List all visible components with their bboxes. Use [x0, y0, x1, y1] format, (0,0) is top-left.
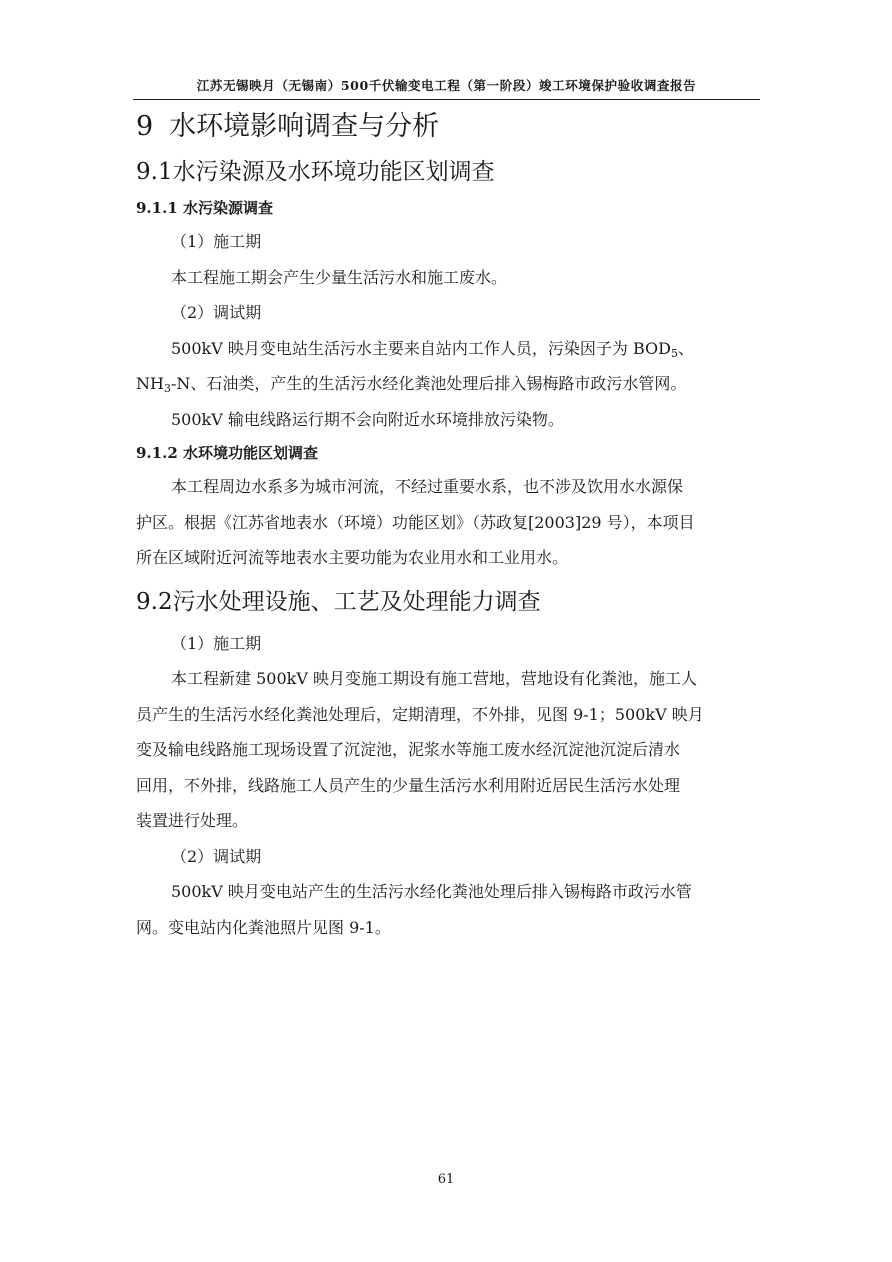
item-construction-period-2: （1）施工期 — [171, 633, 262, 653]
subscript-5: 5 — [670, 346, 678, 360]
item-construction-period: （1）施工期 — [171, 232, 262, 251]
paragraph-substation-sewage-line2 — [136, 366, 756, 402]
subsection-9-1-2-heading: 9.1.2 水环境功能区划调查 — [136, 444, 318, 462]
paragraph-construction-facilities-line4: 回用，不外排，线路施工人员产生的少量生活污水利用附近居民生活污水处理 — [136, 775, 681, 795]
paragraph-construction-wastewater: 本工程施工期会产生少量生活污水和施工废水。 — [171, 267, 508, 287]
text-segment: 、 — [677, 338, 694, 358]
chapter-heading — [136, 108, 756, 146]
chapter-title: 水环境影响调查与分析 — [169, 111, 440, 142]
paragraph-commissioning-sewage-line2: 网。变电站内化粪池照片见图 9-1。 — [136, 917, 391, 937]
paragraph-transmission-line: 500kV 输电线路运行期不会向附近水环境排放污染物。 — [171, 409, 564, 429]
text-segment: NH — [136, 374, 164, 393]
paragraph-water-function-line1: 本工程周边水系多为城市河流，不经过重要水系，也不涉及饮用水水源保 — [171, 477, 684, 496]
section-9-2-heading: 9.2污水处理设施、工艺及处理能力调查 — [136, 588, 541, 615]
paragraph-construction-facilities-line2: 员产生的生活污水经化粪池处理后，定期清理，不外排，见图 9-1；500kV 映月 — [136, 704, 704, 724]
text-segment: 500kV 映月变电站生活污水主要来自站内工作人员，污染因子为 BOD — [171, 338, 671, 358]
item-commissioning-period-2: （2）调试期 — [171, 846, 262, 866]
text-segment: -N、石油类，产生的生活污水经化粪池处理后排入锡梅路市政污水管网。 — [170, 374, 687, 393]
report-header-title: 江苏无锡映月（无锡南）500千伏输变电工程（第一阶段）竣工环境保护验收调查报告 — [196, 78, 697, 93]
paragraph-water-function-line2: 护区。根据《江苏省地表水（环境）功能区划》（苏政复[2003]29 号），本项目 — [136, 512, 695, 532]
paragraph-construction-facilities-line5: 装置进行处理。 — [136, 811, 249, 830]
paragraph-construction-facilities-line3: 变及输电线路施工现场设置了沉淀池，泥浆水等施工废水经沉淀池沉淀后清水 — [136, 740, 681, 759]
section-9-1-heading: 9.1水污染源及水环境功能区划调查 — [136, 159, 495, 185]
chapter-number: 9 — [136, 111, 154, 142]
item-commissioning-period: （2）调试期 — [171, 303, 262, 322]
paragraph-substation-sewage-line1 — [136, 331, 756, 367]
page-number: 61 — [437, 1172, 455, 1187]
subscript-3: 3 — [163, 382, 171, 395]
page-content — [136, 108, 756, 945]
subsection-9-1-1-heading: 9.1.1 水污染源调查 — [136, 199, 273, 217]
paragraph-water-function-line3: 所在区域附近河流等地表水主要功能为农业用水和工业用水。 — [136, 548, 569, 567]
paragraph-commissioning-sewage-line1: 500kV 映月变电站产生的生活污水经化粪池处理后排入锡梅路市政污水管 — [171, 882, 692, 901]
paragraph-construction-facilities-line1: 本工程新建 500kV 映月变施工期设有施工营地，营地设有化粪池，施工人 — [171, 669, 697, 688]
header-divider — [133, 99, 760, 100]
